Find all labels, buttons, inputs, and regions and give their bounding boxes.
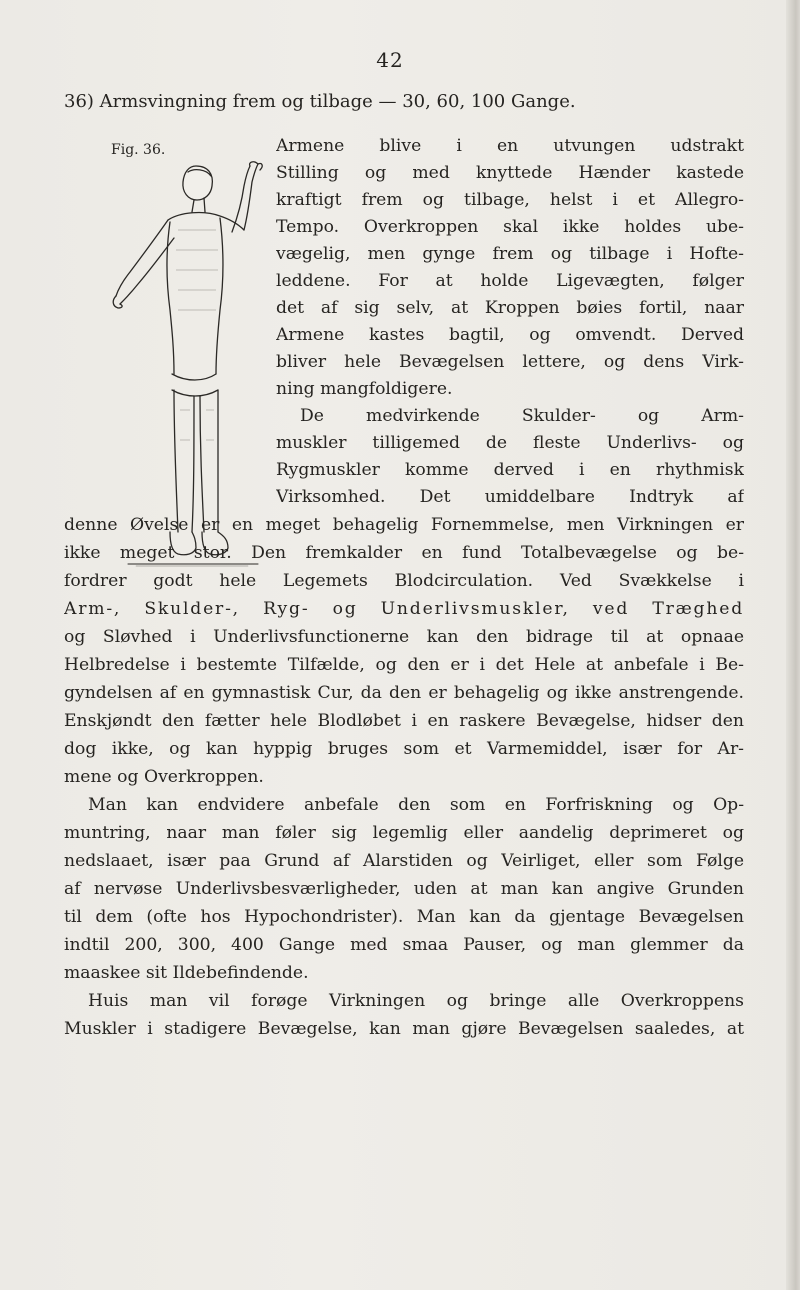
text-line: til dem (ofte hos Hypochondrister). Man kan da gjentage Bevægelsen [64, 907, 744, 927]
standing-figure-illustration [108, 160, 270, 572]
text-line: ikke meget stor. Den fremkalder en fund Totalbevægelse og be- [64, 543, 744, 563]
text-line: muskler tilligemed de fleste Underlivs- og [276, 433, 744, 453]
text-line: Enskjøndt den fætter hele Blodløbet i en raskere Bevægelse, hidser den [64, 711, 744, 731]
text-line: maaskee sit Ildebefindende. [64, 963, 309, 983]
page-edge [786, 0, 800, 1290]
text-line: Virksomhed. Det umiddelbare Indtryk af [276, 487, 744, 507]
text-line: Arm-, Skulder-, Ryg- og Underlivsmuskler, ved Træghed [64, 599, 744, 619]
text-line: muntring, naar man føler sig legemlig eller aandelig deprimeret og [64, 823, 744, 843]
text-line: mene og Overkroppen. [64, 767, 264, 787]
text-line: Tempo. Overkroppen skal ikke holdes ube- [276, 217, 744, 237]
text-line: Muskler i stadigere Bevægelse, kan man gjøre Bevægelsen saaledes, at [64, 1019, 744, 1039]
text-line: fordrer godt hele Legemets Blodcirculation. Ved Svækkelse i [64, 571, 744, 591]
figure-label: Fig. 36. [111, 142, 166, 158]
text-line: af nervøse Underlivsbesværligheder, uden at man kan angive Grunden [64, 879, 744, 899]
text-line: Helbredelse i bestemte Tilfælde, og den er i det Hele at anbefale i Be- [64, 655, 744, 675]
text-line: det af sig selv, at Kroppen bøies fortil, naar [276, 298, 744, 318]
text-line: nedslaaet, især paa Grund af Alarstiden og Veirliget, eller som Følge [64, 851, 744, 871]
text-line: leddene. For at holde Ligevægten, følger [276, 271, 744, 291]
text-line: indtil 200, 300, 400 Gange med smaa Pauser, og man glemmer da [64, 935, 744, 955]
text-line: Man kan endvidere anbefale den som en Forfriskning og Op- [88, 795, 744, 815]
text-line: Armene kastes bagtil, og omvendt. Derved [276, 325, 744, 345]
text-line: Stilling og med knyttede Hænder kastede [276, 163, 744, 183]
text-line: bliver hele Bevægelsen lettere, og dens Virk- [276, 352, 744, 372]
text-line: gyndelsen af en gymnastisk Cur, da den er behagelig og ikke anstrengende. [64, 683, 744, 703]
text-line: og Sløvhed i Underlivsfunctionerne kan den bidrage til at opnaae [64, 627, 744, 647]
text-line: vægelig, men gynge frem og tilbage i Hofte- [276, 244, 744, 264]
text-line: ning mangfoldigere. [276, 379, 453, 399]
text-line: dog ikke, og kan hyppig bruges som et Varmemiddel, især for Ar- [64, 739, 744, 759]
text-line: Rygmuskler komme derved i en rhythmisk [276, 460, 744, 480]
text-line: De medvirkende Skulder- og Arm- [300, 406, 744, 426]
text-line: Huis man vil forøge Virkningen og bringe alle Overkroppens [88, 991, 744, 1011]
text-line: denne Øvelse er en meget behagelig Fornemmelse, men Virkningen er [64, 515, 744, 535]
page-number: 42 [376, 48, 404, 72]
text-line: Armene blive i en utvungen udstrakt [276, 136, 744, 156]
text-line: kraftigt frem og tilbage, helst i et Allegro- [276, 190, 744, 210]
exercise-heading: 36) Armsvingning frem og tilbage — 30, 60, 100 Gange. [64, 91, 576, 112]
